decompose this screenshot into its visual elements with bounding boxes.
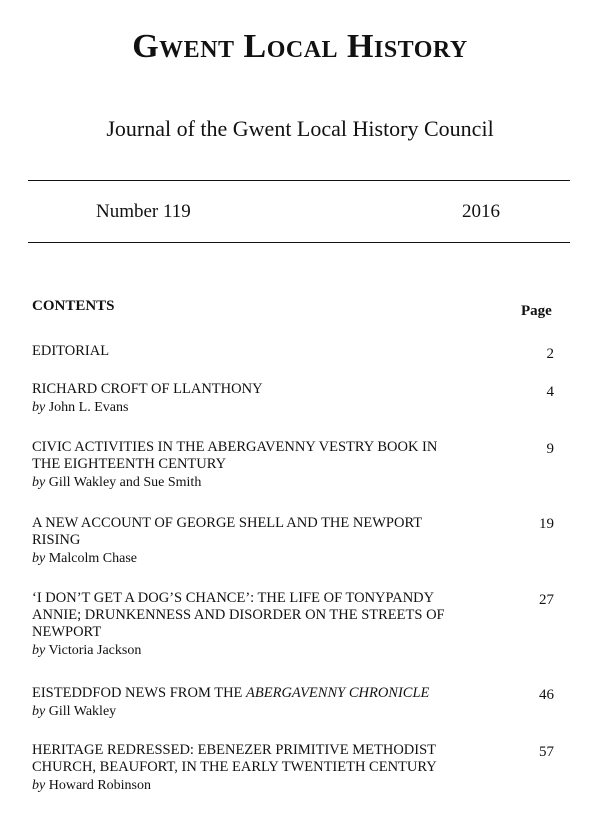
entry-author: John L. Evans (48, 400, 129, 415)
entry-author: Howard Robinson (48, 778, 151, 793)
toc-entry (32, 381, 472, 416)
entry-page: 19 (539, 516, 554, 532)
issue-year: 2016 (462, 201, 500, 222)
entry-page: 2 (546, 346, 554, 362)
entry-title-text: EISTEDDFOD NEWS FROM THE (32, 685, 247, 701)
entry-by: by (32, 643, 46, 658)
entry-author-line (32, 642, 472, 659)
toc-entry (32, 685, 482, 720)
entry-author-line (32, 703, 482, 720)
entry-page: 27 (539, 592, 554, 608)
top-rule (28, 180, 570, 181)
entry-title: EDITORIAL (32, 343, 110, 359)
entry-author: Malcolm Chase (48, 551, 137, 566)
entry-by: by (32, 475, 46, 490)
entry-author-line (32, 474, 462, 491)
entry-author-line (32, 777, 482, 794)
toc-entry (32, 515, 472, 567)
entry-title: ‘I DON’T GET A DOG’S CHANCE’: THE LIFE OF TONYPANDY ANNIE; DRUNKENNESS AND DISORDER ON THE STREETS OF NEWPORT (32, 590, 445, 640)
entry-title: A NEW ACCOUNT OF GEORGE SHELL AND THE NEWPORT RISING (32, 515, 422, 548)
issue-number: Number 119 (96, 201, 191, 222)
entry-author-line (32, 550, 472, 567)
entry-title: HERITAGE REDRESSED: EBENEZER PRIMITIVE METHODIST CHURCH, BEAUFORT, IN THE EARLY TWENTIETH CENTURY (32, 742, 437, 775)
toc-entry (32, 590, 472, 659)
page-column-heading: Page (521, 303, 552, 319)
entry-author: Gill Wakley and Sue Smith (48, 475, 202, 490)
entry-author-line (32, 399, 472, 416)
entry-author: Gill Wakley (48, 704, 117, 719)
entry-page: 57 (539, 744, 554, 760)
toc-entry-editorial (32, 343, 472, 360)
entry-page: 46 (539, 687, 554, 703)
entry-title: RICHARD CROFT OF LLANTHONY (32, 381, 263, 397)
journal-title: Gwent Local History (132, 28, 468, 65)
journal-subtitle: Journal of the Gwent Local History Council (106, 116, 494, 141)
entry-author: Victoria Jackson (48, 643, 142, 658)
entry-by: by (32, 704, 46, 719)
entry-by: by (32, 551, 46, 566)
entry-title: CIVIC ACTIVITIES IN THE ABERGAVENNY VESTRY BOOK IN THE EIGHTEENTH CENTURY (32, 439, 438, 472)
entry-title-italic: ABERGAVENNY CHRONICLE (246, 685, 430, 701)
entry-page: 9 (546, 441, 554, 457)
entry-by: by (32, 778, 46, 793)
entry-title (32, 685, 482, 702)
contents-heading: CONTENTS (32, 298, 115, 314)
entry-by: by (32, 400, 46, 415)
toc-entry (32, 439, 462, 491)
bottom-rule (28, 242, 570, 243)
entry-page: 4 (546, 384, 554, 400)
toc-entry (32, 742, 482, 794)
